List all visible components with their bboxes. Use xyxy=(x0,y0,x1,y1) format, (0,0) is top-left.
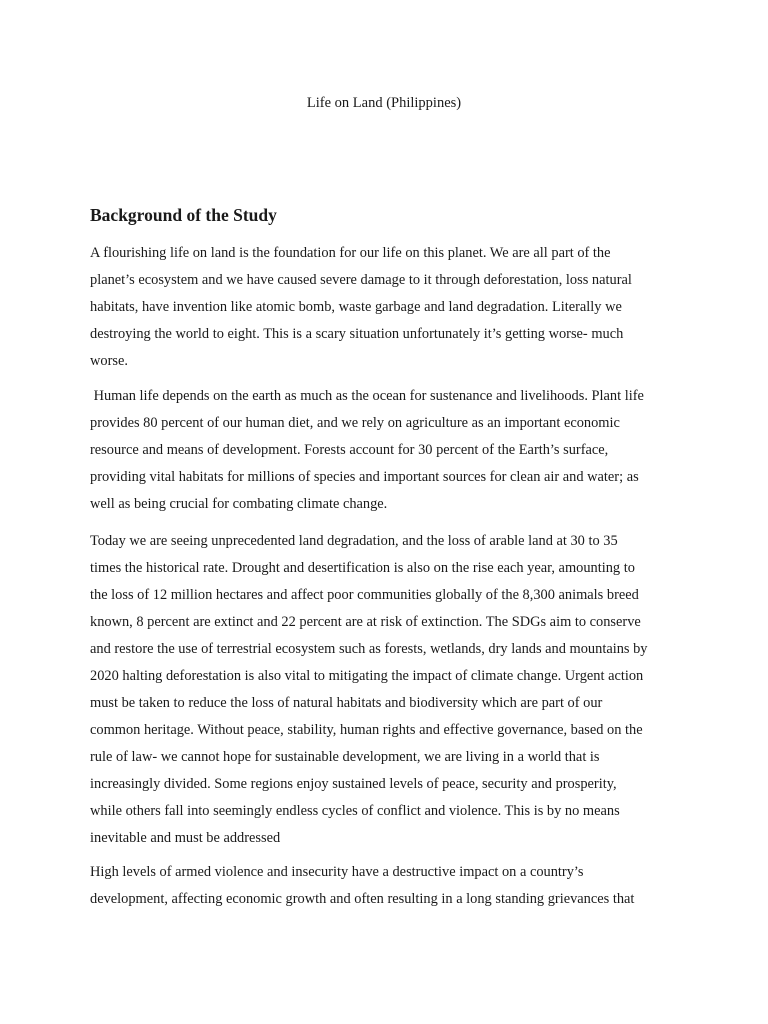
paragraph-2 xyxy=(90,383,650,518)
paragraph-line: common heritage. Without peace, stability, human rights and effective governance, based on the xyxy=(90,722,643,738)
paragraph-line: destroying the world to eight. This is a scary situation unfortunately it’s getting worse- much xyxy=(90,326,624,342)
paragraph-line: the loss of 12 million hectares and affect poor communities globally of the 8,300 animals breed xyxy=(90,587,639,603)
paragraph-line: providing vital habitats for millions of species and important sources for clean air and water; as xyxy=(90,469,639,485)
paragraph-line: development, affecting economic growth and often resulting in a long standing grievances that xyxy=(90,891,635,907)
section-heading: Background of the Study xyxy=(90,205,277,225)
paragraph-1 xyxy=(90,240,650,375)
document-title: Life on Land (Philippines) xyxy=(306,95,462,111)
paragraph-line: Human life depends on the earth as much as the ocean for sustenance and livelihoods. Plant life xyxy=(90,388,644,404)
paragraph-line: worse. xyxy=(90,353,128,369)
paragraph-4 xyxy=(90,859,650,913)
paragraph-line: and restore the use of terrestrial ecosystem such as forests, wetlands, dry lands and mountains by xyxy=(90,641,648,657)
paragraph-line: High levels of armed violence and insecurity have a destructive impact on a country’s xyxy=(90,864,584,880)
paragraph-line: planet’s ecosystem and we have caused severe damage to it through deforestation, loss natural xyxy=(90,272,632,288)
paragraph-line: inevitable and must be addressed xyxy=(90,830,281,846)
paragraph-line: habitats, have invention like atomic bomb, waste garbage and land degradation. Literally we xyxy=(90,299,622,315)
paragraph-line: known, 8 percent are extinct and 22 percent are at risk of extinction. The SDGs aim to conserve xyxy=(90,614,641,630)
paragraph-line: A flourishing life on land is the foundation for our life on this planet. We are all part of the xyxy=(90,245,611,261)
paragraph-line: 2020 halting deforestation is also vital to mitigating the impact of climate change. Urgent action xyxy=(90,668,644,684)
paragraph-line: times the historical rate. Drought and desertification is also on the rise each year, amounting to xyxy=(90,560,635,576)
paragraph-line: resource and means of development. Forests account for 30 percent of the Earth’s surface, xyxy=(90,442,609,458)
paragraph-line: must be taken to reduce the loss of natural habitats and biodiversity which are part of our xyxy=(90,695,603,711)
paragraph-line: provides 80 percent of our human diet, and we rely on agriculture as an important economic xyxy=(90,415,620,431)
paragraph-line: increasingly divided. Some regions enjoy sustained levels of peace, security and prosperity, xyxy=(90,776,617,792)
paragraph-line: rule of law- we cannot hope for sustainable development, we are living in a world that is xyxy=(90,749,600,765)
paragraph-line: well as being crucial for combating climate change. xyxy=(90,496,388,512)
paragraph-3 xyxy=(90,528,650,852)
paragraph-line: Today we are seeing unprecedented land degradation, and the loss of arable land at 30 to 35 xyxy=(90,533,618,549)
paragraph-line: while others fall into seemingly endless cycles of conflict and violence. This is by no means xyxy=(90,803,620,819)
